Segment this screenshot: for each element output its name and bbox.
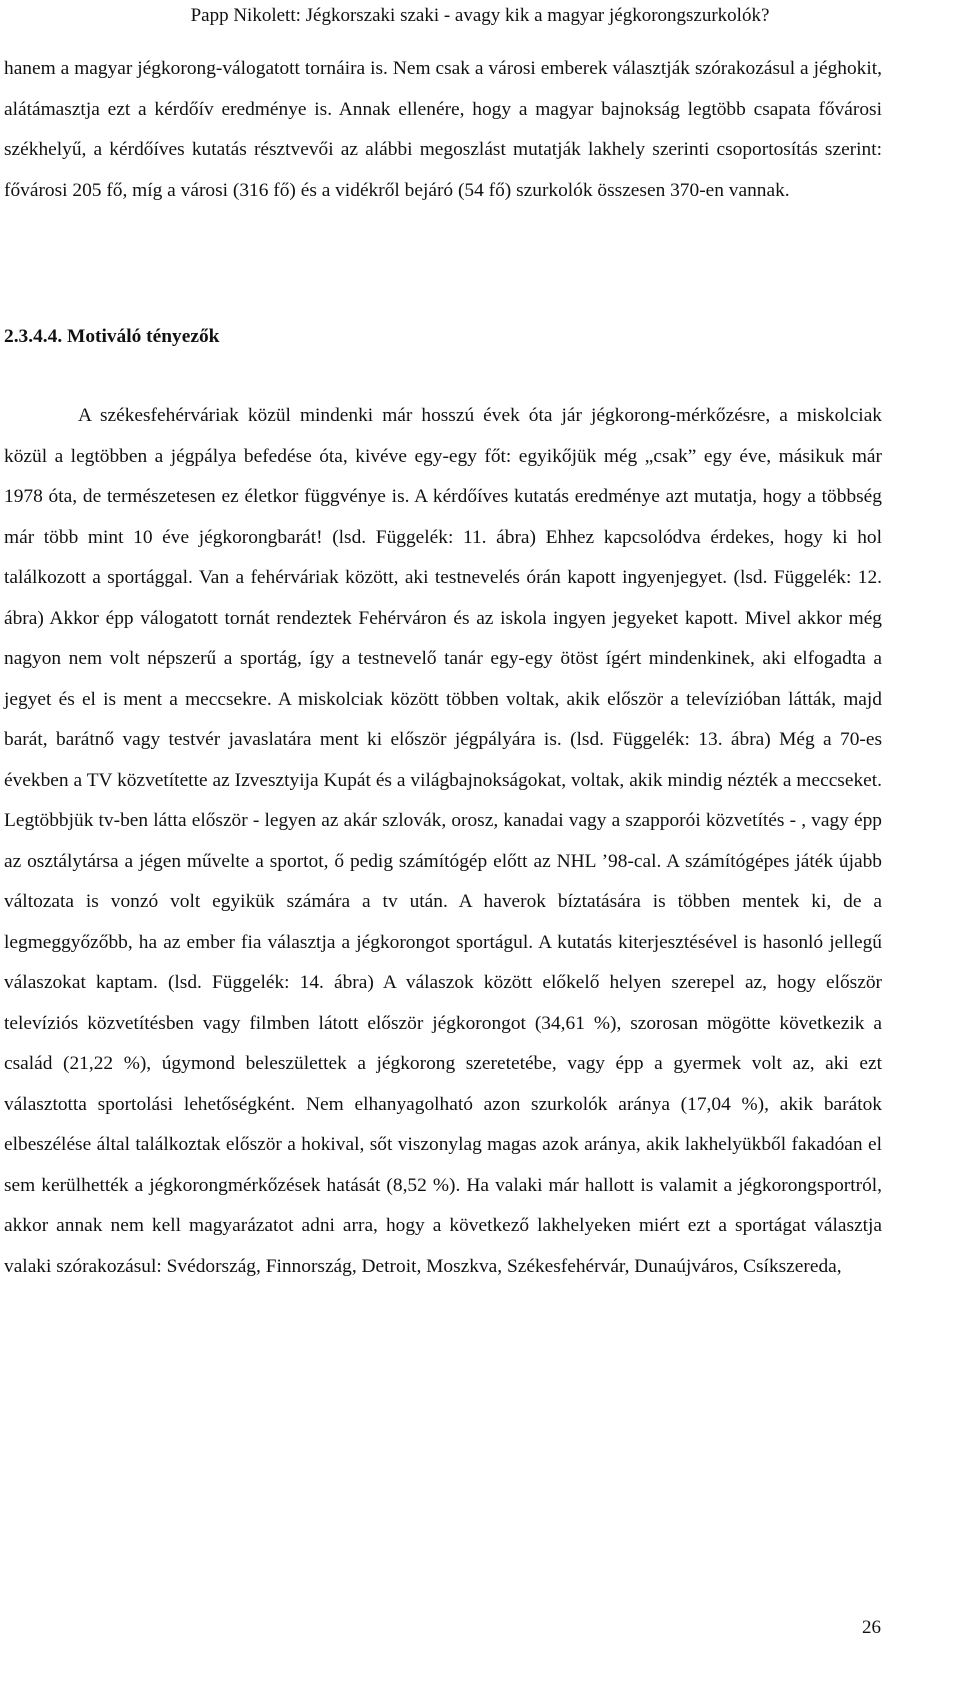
page-number: 26	[862, 1617, 881, 1638]
intro-paragraph: hanem a magyar jégkorong-válogatott tornáira is. Nem csak a városi emberek választják szórakozásul a jéghokit, alátámasztja ezt a kérdőív eredménye is. Annak ellenére, hogy a magyar bajnokság legtöbb csapata fővárosi székhelyű, a kérdőíves kutatás résztvevői az alábbi megoszlást mutatják lakhely szerinti csoportosítás szerint: fővárosi 205 fő, míg a városi (316 fő) és a vidékről bejáró (54 fő) szurkolók összesen 370-en vannak.	[4, 58, 882, 201]
main-paragraph: A székesfehérváriak közül mindenki már hosszú évek óta jár jégkorong-mérkőzésre, a miskolciak közül a legtöbben a jégpálya befedése óta, kivéve egy-egy főt: egyikőjük még „csak” egy éve, másikuk már 1978 óta, de természetesen ez életkor függvénye is. A kérdőíves kutatás eredménye azt mutatja, hogy a többség már több mint 10 éve jégkorongbarát! (lsd. Függelék: 11. ábra) Ehhez kapcsolódva érdekes, hogy ki hol találkozott a sportággal. Van a fehérváriak között, aki testnevelés órán kapott ingyenjegyet. (lsd. Függelék: 12. ábra) Akkor épp válogatott tornát rendeztek Fehérváron és az iskola ingyen jegyeket kapott. Mivel akkor még nagyon nem volt népszerű a sportág, így a testnevelő tanár egy-egy ötöst ígért mindenkinek, aki elfogadta a jegyet és el is ment a meccsekre. A miskolciak között többen voltak, akik először a televízióban látták, majd barát, barátnő vagy testvér javaslatára ment ki először jégpályára is. (lsd. Függelék: 13. ábra) Még a 70-es években a TV közvetítette az Izvesztyija Kupát és a világbajnokságokat, voltak, akik mindig nézték a meccseket. Legtöbbjük tv-ben látta először - legyen az akár szlovák, orosz, kanadai vagy a szapporói közvetítés - , vagy épp az osztálytársa a jégen művelte a sportot, ő pedig számítógép előtt az NHL ’98-cal. A számítógépes játék újabb változata is vonzó volt egyikük számára a tv után. A haverok bíztatására is többen mentek ki, de a legmeggyőzőbb, ha az ember fia választja a jégkorongot sportágul. A kutatás kiterjesztésével is hasonló jellegű válaszokat kaptam. (lsd. Függelék: 14. ábra) A válaszok között előkelő helyen szerepel az, hogy először televíziós közvetítésben vagy filmben látott először jégkorongot (34,61 %), szorosan mögötte következik a család (21,22 %), úgymond beleszülettek a jégkorong szeretetébe, vagy épp a gyermek volt az, aki ezt választotta sportolási lehetőségként. Nem elhanyagolható azon szurkolók aránya (17,04 %), akik barátok elbeszélése által találkoztak először a hokival, sőt viszonylag magas azok aránya, akik lakhelyükből fakadóan el sem kerülhették a jégkorongmérkőzések hatását (8,52 %). Ha valaki már hallott is valamit a jégkorongsportról, akkor annak nem kell magyarázatot adni arra, hogy a következő lakhelyeken miért ezt a sportágat választja valaki szórakozásul: Svédország, Finnország, Detroit, Moszkva, Székesfehérvár, Dunaújváros, Csíkszereda,	[4, 405, 882, 1277]
running-header: Papp Nikolett: Jégkorszaki szaki - avagy kik a magyar jégkorongszurkolók?	[190, 5, 770, 26]
section-heading: 2.3.4.4. Motiváló tényezők	[4, 326, 220, 347]
